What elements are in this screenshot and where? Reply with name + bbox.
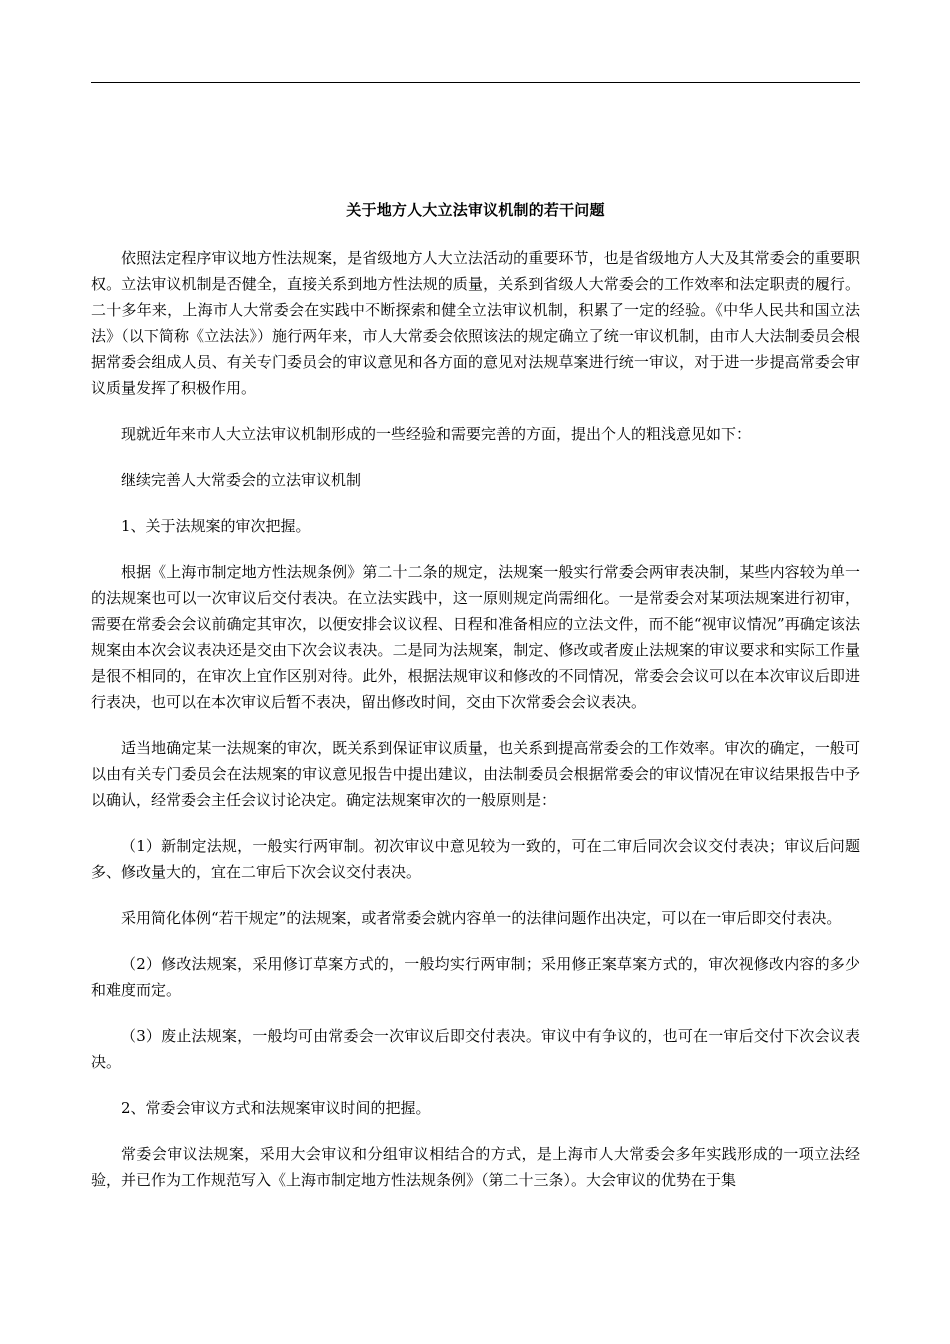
paragraph-review-rounds: 根据《上海市制定地方性法规条例》第二十二条的规定，法规案一般实行常委会两审表决制，某些内容较为单一的法规案也可以一次审议后交付表决。在立法实践中，这一原则规定尚需细化。一是常委会对某项法规案进行初审，需要在常委会会议前确定其审次，以便安排会议议程、日程和准备相应的立法文件，而不能“视审议情况”再确定该法规案由本次会议表决还是交由下次会议表决。二是同为法规案，制定、修改或者废止法规案的审议要求和实际工作量是很不相同的，在审次上宜作区别对待。此外，根据法规审议和修改的不同情况，常委会会议可以在本次审议后即进行表决，也可以在本次审议后暂不表决，留出修改时间，交由下次常委会会议表决。 xyxy=(91,563,860,711)
document-title: 关于地方人大立法审议机制的若干问题 xyxy=(346,201,605,219)
list-item-repeal: （3）废止法规案，一般均可由常委会一次审议后即交付表决。审议中有争议的，也可在一审后交付下次会议表决。 xyxy=(91,1027,860,1071)
section-heading: 继续完善人大常委会的立法审议机制 xyxy=(121,471,362,489)
paragraph-intro: 依照法定程序审议地方性法规案，是省级地方人大立法活动的重要环节，也是省级地方人大及其常委会的重要职权。立法审议机制是否健全，直接关系到地方性法规的质量，关系到省级人大常委会的工作效率和法定职责的履行。二十多年来，上海市人大常委会在实践中不断探索和健全立法审议机制，积累了一定的经验。《中华人民共和国立法法》（以下简称《立法法》）施行两年来，市人大常委会依照该法的规定确立了统一审议机制，由市人大法制委员会根据常委会组成人员、有关专门委员会的审议意见和各方面的意见对法规草案进行统一审议，对于进一步提高常委会审议质量发挥了积极作用。 xyxy=(91,249,860,397)
paragraph-simplified-form: 采用简化体例“若干规定”的法规案，或者常委会就内容单一的法律问题作出决定，可以在一审后即交付表决。 xyxy=(121,909,842,927)
list-item-new-regulations: （1）新制定法规，一般实行两审制。初次审议中意见较为一致的，可在二审后同次会议交付表决；审议后问题多、修改量大的，宜在二审后下次会议交付表决。 xyxy=(91,837,860,881)
paragraph-review-methods: 常委会审议法规案，采用大会审议和分组审议相结合的方式，是上海市人大常委会多年实践形成的一项立法经验，并已作为工作规范写入《上海市制定地方性法规条例》（第二十三条）。大会审议的优势在于集 xyxy=(91,1145,860,1189)
document-body xyxy=(91,197,860,1213)
header-divider xyxy=(91,82,860,83)
paragraph-opinion-lead: 现就近年来市人大立法审议机制形成的一些经验和需要完善的方面，提出个人的粗浅意见如下： xyxy=(121,425,752,443)
list-item-amendments: （2）修改法规案，采用修订草案方式的，一般均实行两审制；采用修正案草案方式的，审次视修改内容的多少和难度而定。 xyxy=(91,955,860,999)
subsection-heading-2: 2、常委会审议方式和法规案审议时间的把握。 xyxy=(121,1099,431,1117)
paragraph-review-principles: 适当地确定某一法规案的审次，既关系到保证审议质量，也关系到提高常委会的工作效率。审次的确定，一般可以由有关专门委员会在法规案的审议意见报告中提出建议，由法制委员会根据常委会的审议情况在审议结果报告中予以确认，经常委会主任会议讨论决定。确定法规案审次的一般原则是： xyxy=(91,739,860,809)
subsection-heading-1: 1、关于法规案的审次把握。 xyxy=(121,517,311,535)
